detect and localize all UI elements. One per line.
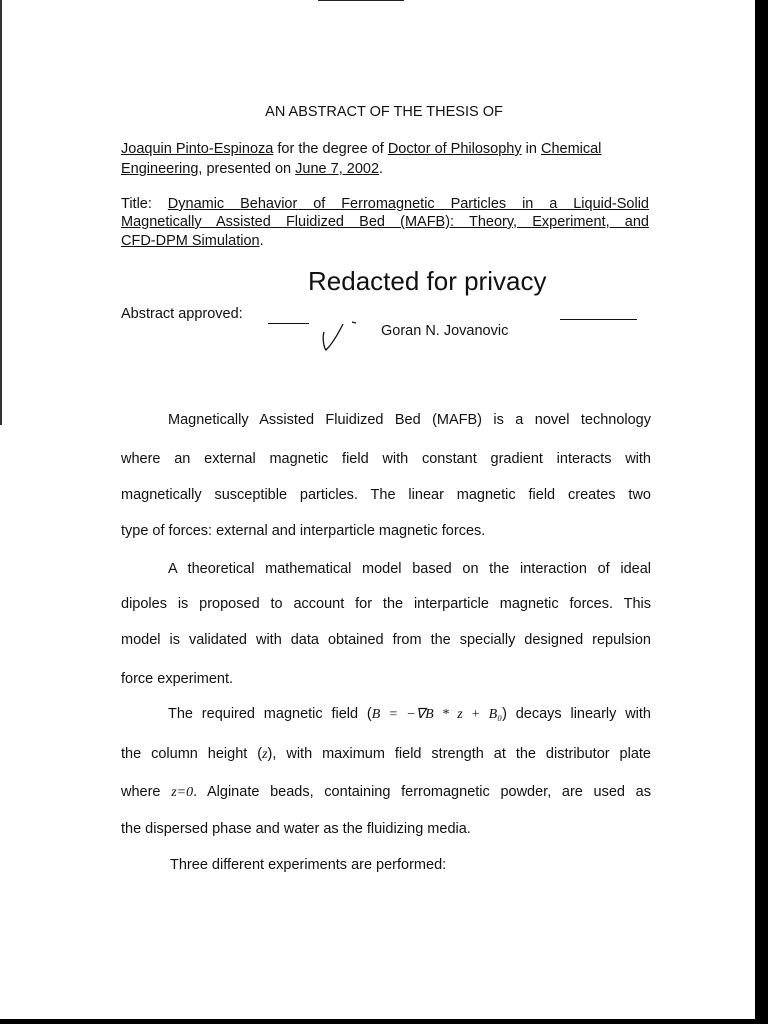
scan-right-edge [755,0,768,1024]
abstract-heading: AN ABSTRACT OF THE THESIS OF [265,104,503,120]
scan-left-edge [0,0,2,425]
abstract-approved-label: Abstract approved: [121,306,243,322]
p1-line-3: magnetically susceptible particles. The linear magnetic field creates two [121,487,651,503]
author-name: Joaquin Pinto-Espinoza [121,141,274,157]
p1-line-1: Magnetically Assisted Fluidized Bed (MAFB) is a novel technology [168,412,651,428]
title-line-2: Magnetically Assisted Fluidized Bed (MAFB): Theory, Experiment, and [121,214,649,230]
p4-line-1: Three different experiments are performed: [170,857,447,873]
p1-line-2: where an external magnetic field with constant gradient interacts with [121,451,651,467]
p2-line-3: model is validated with data obtained from the specially designed repulsion [121,632,651,648]
p3-line-1: The required magnetic field (B = −∇B * z + B₀) decays linearly with [168,706,651,722]
advisor-name: Goran N. Jovanovic [381,323,509,339]
p3-line-4: the dispersed phase and water as the fluidizing media. [121,821,471,837]
signature-mark [318,320,364,358]
p2-line-4: force experiment. [121,671,234,687]
p1-line-4: type of forces: external and interparticle magnetic forces. [121,523,486,539]
scan-bottom-edge [0,1019,768,1024]
author-line: Joaquin Pinto-Espinoza for the degree of Doctor of Philosophy in Chemical [121,141,602,157]
field-name-part1: Chemical [540,141,602,157]
top-rule [318,0,404,1]
field-name-part2: Engineering [121,161,199,177]
title-line-1: Title: Dynamic Behavior of Ferromagnetic Particles in a Liquid-Solid [121,196,649,212]
degree-name: Doctor of Philosophy [387,141,522,157]
title-line-3: CFD-DPM Simulation. [121,233,264,249]
signature-line-left [268,323,309,324]
author-line-2: Engineering, presented on June 7, 2002. [121,161,384,177]
p3-line-2: the column height (z), with maximum field strength at the distributor plate [121,746,651,762]
magnetic-field-equation: B = −∇B * z + B₀ [371,707,503,722]
p2-line-2: dipoles is proposed to account for the interparticle magnetic forces. This [121,596,651,612]
presentation-date: June 7, 2002 [295,161,380,177]
signature-line-right [560,319,637,320]
redacted-stamp: Redacted for privacy [308,266,547,296]
p3-line-3: where z=0. Alginate beads, containing ferromagnetic powder, are used as [121,784,651,800]
p2-line-1: A theoretical mathematical model based on the interaction of ideal [168,561,651,577]
